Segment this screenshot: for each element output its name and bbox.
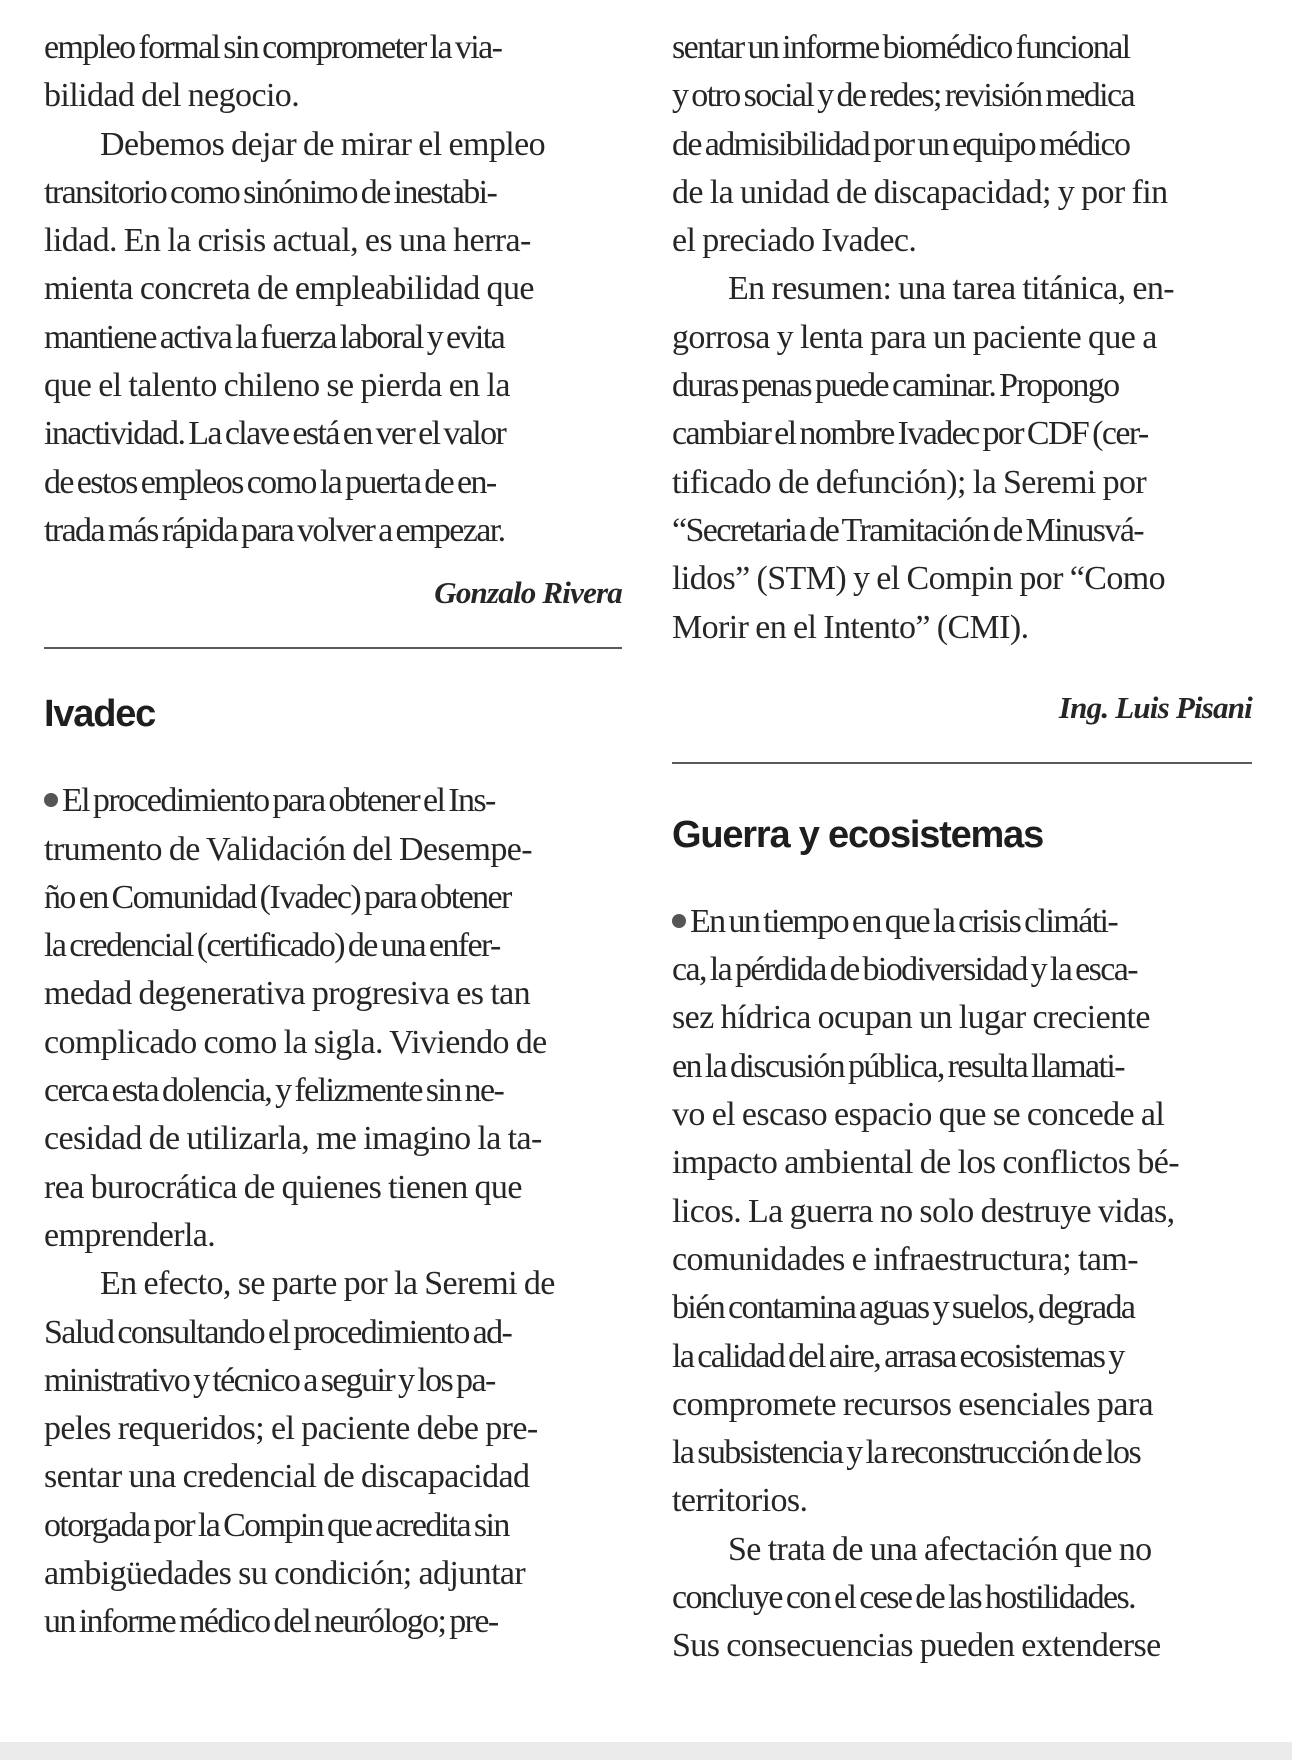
text-line: de la unidad de discapacidad; y por fin — [672, 173, 1168, 211]
text-line: en la discusión pública, resulta llamati- — [672, 1047, 1124, 1085]
text-line: peles requeridos; el paciente debe pre- — [44, 1410, 538, 1448]
text-line: territorios. — [672, 1482, 808, 1520]
text-line: ño en Comunidad (Ivadec) para obtener — [44, 878, 511, 916]
text-line: Debemos dejar de mirar el empleo — [100, 125, 545, 163]
text-line: rea burocrática de quienes tienen que — [44, 1168, 522, 1206]
text-line: Salud consultando el procedimiento ad- — [44, 1313, 512, 1351]
text-line: bién contamina aguas y suelos, degrada — [672, 1289, 1135, 1327]
text-line: En resumen: una tarea titánica, en- — [728, 270, 1174, 308]
text-line: cesidad de utilizarla, me imagino la ta- — [44, 1120, 542, 1158]
text-line: que el talento chileno se pierda en la — [44, 367, 510, 405]
text-line: impacto ambiental de los conflictos bé- — [672, 1144, 1179, 1182]
previous-letter-continuation — [44, 24, 622, 121]
text-line: emprenderla. — [44, 1216, 216, 1254]
text-line: sentar un informe biomédico funcional — [672, 29, 1130, 66]
text-line: ministrativo y técnico a seguir y los pa- — [44, 1361, 495, 1399]
letter-title-ivadec: Ivadec — [44, 693, 156, 736]
letter-title-guerra-y-ecosistemas: Guerra y ecosistemas — [672, 813, 1044, 856]
letter-guerra-paragraph-1 — [672, 898, 1252, 1526]
text-line: la subsistencia y la reconstrucción de los — [672, 1434, 1141, 1472]
text-line: de estos empleos como la puerta de en- — [44, 463, 496, 501]
bullet-icon — [44, 793, 58, 807]
text-line: mienta concreta de empleabilidad que — [44, 270, 534, 308]
text-line: lidos” (STM) y el Compin por “Como — [672, 560, 1166, 598]
text-line: sez hídrica ocupan un lugar creciente — [672, 999, 1150, 1037]
text-line: inactividad. La clave está en ver el valor — [44, 415, 506, 453]
bullet-icon — [672, 914, 686, 928]
text-line: ambigüedades su condición; adjuntar — [44, 1555, 526, 1593]
text-line: Morir en el Intento” (CMI). — [672, 608, 1029, 646]
text-line: ca, la pérdida de biodiversidad y la esca- — [672, 951, 1137, 989]
ivadec-letter-continuation — [672, 24, 1252, 265]
page-bottom-edge — [0, 1742, 1292, 1760]
text-line: En un tiempo en que la crisis climáti- — [690, 902, 1118, 940]
text-line: duras penas puede caminar. Propongo — [672, 367, 1119, 405]
text-line: lidad. En la crisis actual, es una herra- — [44, 222, 531, 260]
text-line: la calidad del aire, arrasa ecosistemas y — [672, 1337, 1124, 1375]
text-line: comunidades e infraestructura; tam- — [672, 1240, 1138, 1278]
text-line: gorrosa y lenta para un paciente que a — [672, 318, 1157, 356]
letter-ivadec-paragraph-2 — [44, 1260, 622, 1646]
text-line: El procedimiento para obtener el Ins- — [62, 782, 495, 820]
text-line: trada más rápida para volver a empezar. — [44, 511, 505, 549]
left-column — [44, 24, 622, 1647]
text-line: el preciado Ivadec. — [672, 222, 917, 260]
text-line: complicado como la sigla. Viviendo de — [44, 1023, 547, 1061]
text-line: y otro social y de redes; revisión medica — [672, 77, 1134, 115]
text-line: sentar una credencial de discapacidad — [44, 1458, 530, 1496]
text-line: trumento de Validación del Desempe- — [44, 830, 532, 868]
text-line: un informe médico del neurólogo; pre- — [44, 1603, 498, 1641]
right-column — [672, 24, 1252, 1671]
signature-luis-pisani: Ing. Luis Pisani — [1058, 689, 1252, 725]
text-line: licos. La guerra no solo destruye vidas, — [672, 1192, 1175, 1230]
letter-ivadec-paragraph-1 — [44, 777, 622, 1260]
letter-guerra-paragraph-2 — [672, 1526, 1252, 1671]
text-line: vo el escaso espacio que se concede al — [672, 1096, 1165, 1134]
text-line: “Secretaria de Tramitación de Minusvá- — [672, 511, 1144, 549]
text-line: bilidad del negocio. — [44, 77, 300, 115]
text-line: mantiene activa la fuerza laboral y evita — [44, 318, 505, 356]
text-line: cambiar el nombre Ivadec por CDF (cer- — [672, 415, 1148, 453]
text-line: transitorio como sinónimo de inestabi- — [44, 173, 497, 211]
previous-letter-paragraph — [44, 121, 622, 556]
ivadec-letter-summary-paragraph — [672, 265, 1252, 651]
text-line: concluye con el cese de las hostilidades. — [672, 1579, 1136, 1617]
text-line: la credencial (certificado) de una enfer- — [44, 927, 500, 965]
text-line: empleo formal sin comprometer la via- — [44, 29, 502, 66]
text-line: Sus consecuencias pueden extenderse — [672, 1627, 1161, 1665]
text-line: medad degenerativa progresiva es tan — [44, 975, 531, 1013]
text-line: Se trata de una afectación que no — [728, 1530, 1152, 1568]
signature-gonzalo-rivera: Gonzalo Rivera — [434, 575, 622, 611]
text-line: cerca esta dolencia, y felizmente sin ne- — [44, 1072, 504, 1110]
text-line: de admisibilidad por un equipo médico — [672, 125, 1130, 163]
text-line: En efecto, se parte por la Seremi de — [100, 1265, 555, 1303]
text-line: compromete recursos esenciales para — [672, 1385, 1154, 1423]
text-line: otorgada por la Compin que acredita sin — [44, 1506, 509, 1544]
text-line: tificado de defunción); la Seremi por — [672, 463, 1147, 501]
